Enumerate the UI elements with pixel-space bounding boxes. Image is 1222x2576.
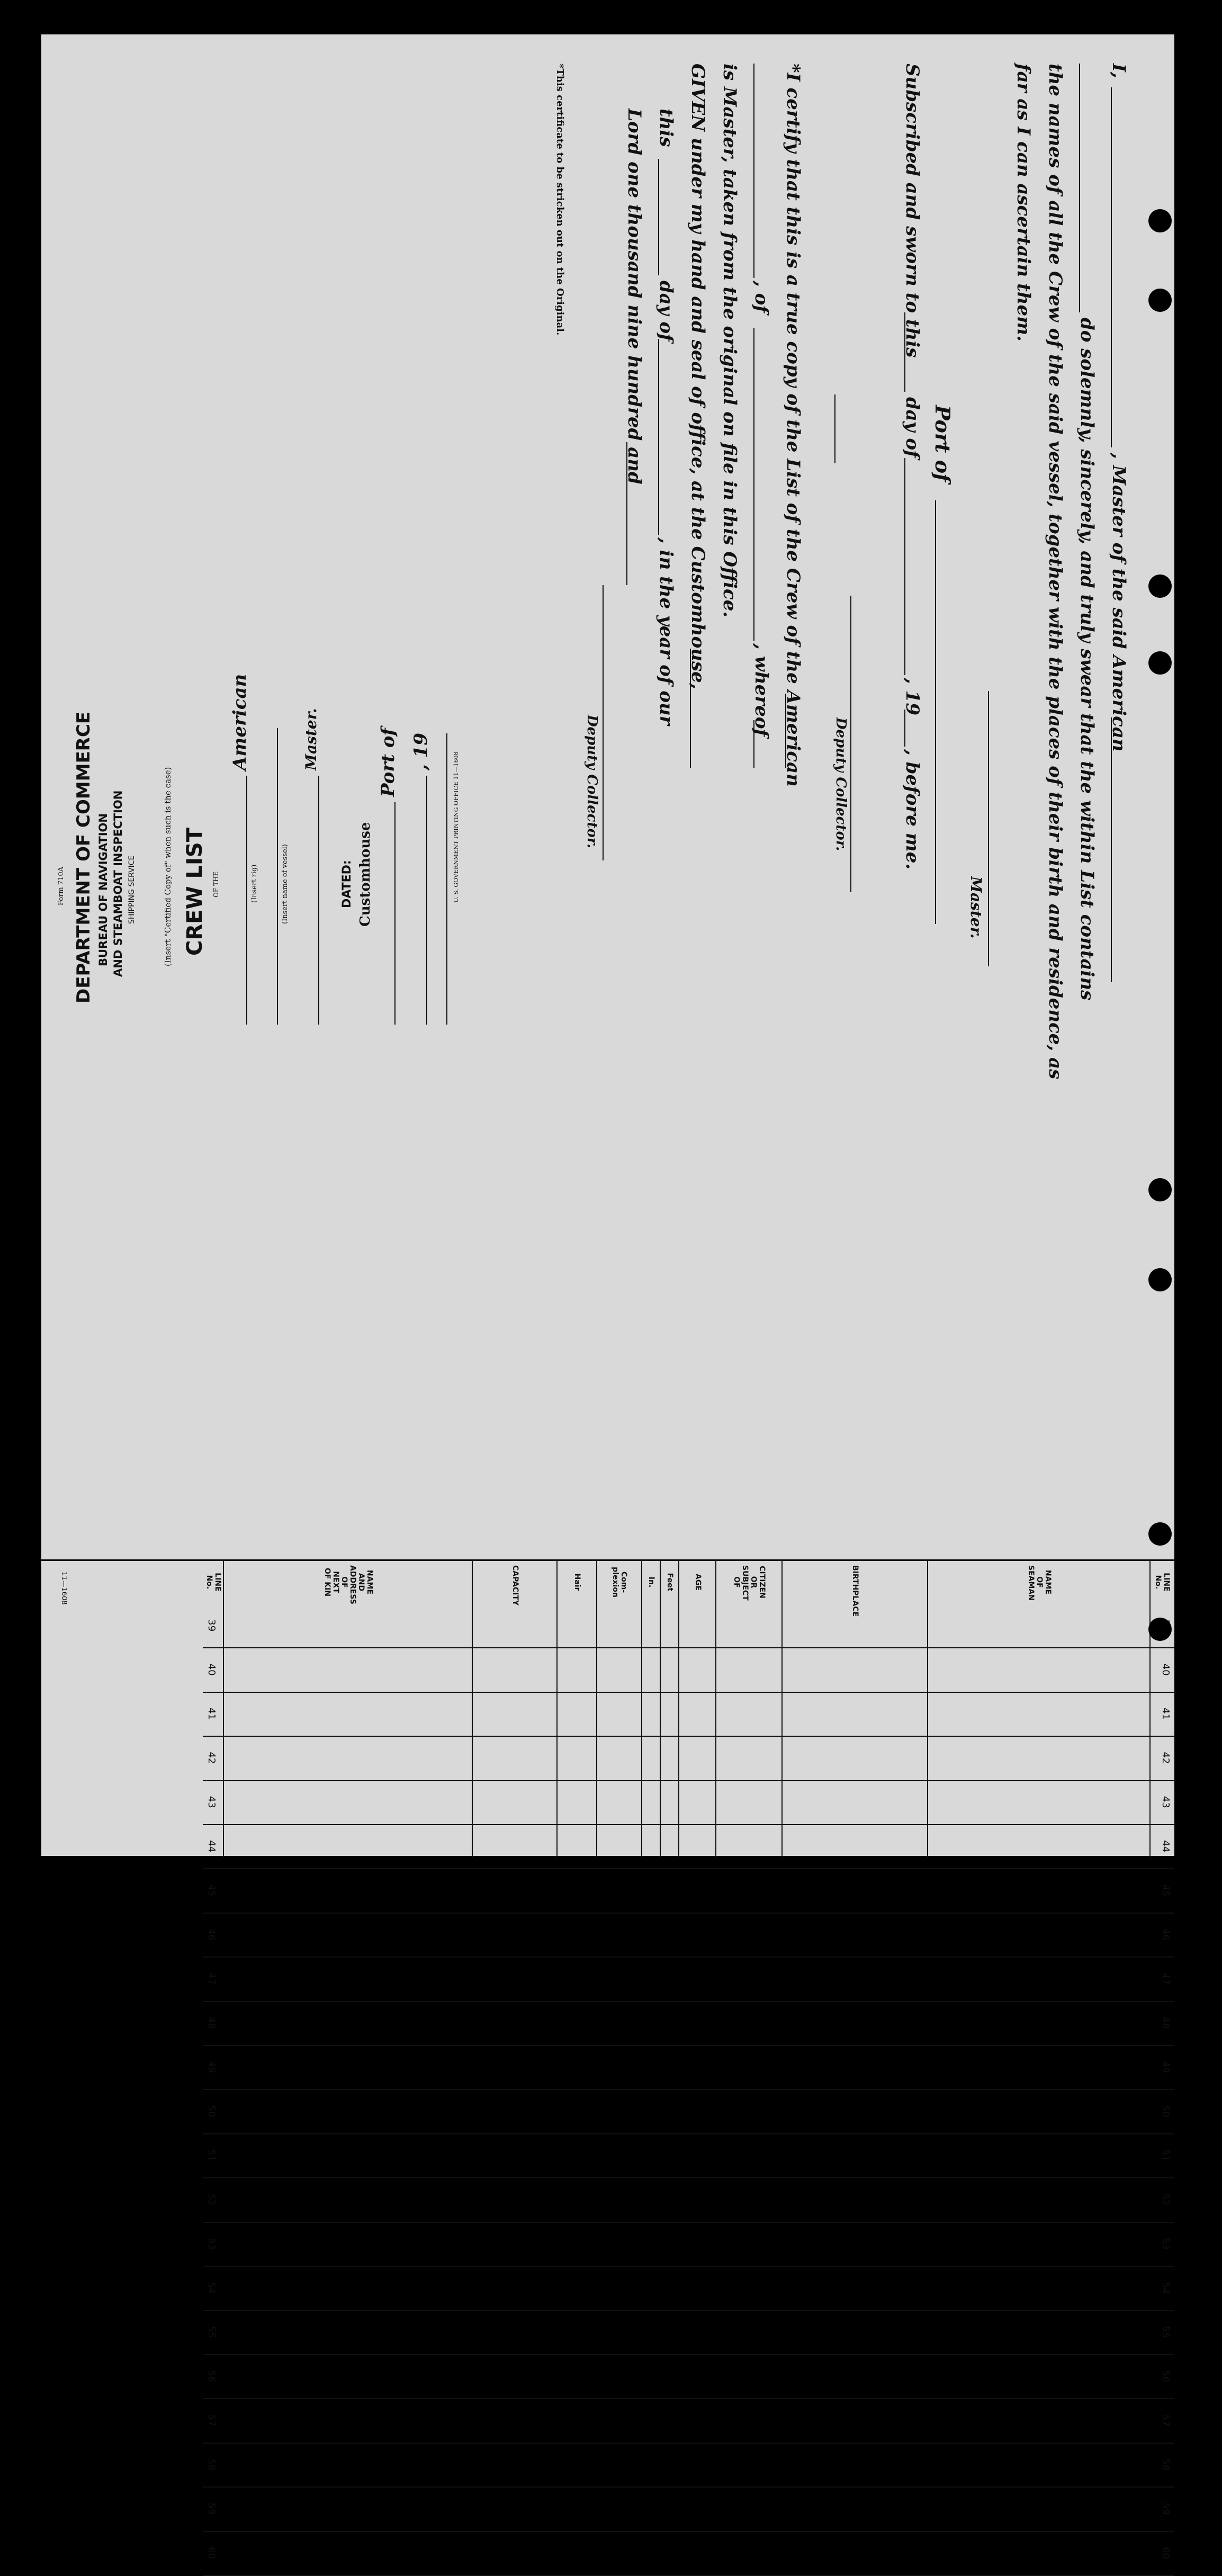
oath-line3: the names of all the Crew of the said vessel, together with the places of their birth and residence, as <box>1045 64 1066 1080</box>
table-row[interactable] <box>203 1868 1174 1913</box>
row-line-number: 52 <box>1160 2193 1171 2206</box>
certify-vessel-line2[interactable] <box>753 64 754 278</box>
row-line-number-right: 57 <box>206 2414 217 2427</box>
row-line-number: 56 <box>1160 2370 1171 2383</box>
cover-port-label: Port of <box>378 728 399 797</box>
binder-hole <box>1148 1268 1172 1291</box>
given-line: GIVEN under my hand and seal of office, at the Customhouse, <box>687 64 708 689</box>
row-line-number: 58 <box>1160 2458 1171 2471</box>
certify-whereof: , whereof <box>751 643 772 737</box>
row-line-number-right: 39 <box>206 1619 217 1632</box>
crew-rows <box>203 1603 1174 2559</box>
cover-bottom-rule <box>446 733 447 1025</box>
printer-note: U. S. GOVERNMENT PRINTING OFFICE 11—1608 <box>453 751 460 903</box>
row-line-number-right: 48 <box>206 2016 217 2029</box>
header-complexion: Com-plexion <box>611 1567 628 1597</box>
table-row[interactable] <box>203 2133 1174 2178</box>
row-line-number: 51 <box>1160 2149 1171 2162</box>
master-label: Master. <box>967 876 985 939</box>
header-name-of-seaman: NAME OF SEAMAN <box>1027 1565 1052 1601</box>
binder-hole <box>1148 575 1172 598</box>
deputy-collector-label2: Deputy Collector. <box>584 715 600 849</box>
row-line-number-right: 49 <box>206 2061 217 2074</box>
header-age: AGE <box>694 1574 702 1591</box>
table-row[interactable] <box>203 1647 1174 1692</box>
form-number: Form 710A <box>57 866 65 905</box>
binder-hole <box>1148 1522 1172 1546</box>
table-row[interactable] <box>203 2398 1174 2443</box>
column-divider <box>1149 1603 1151 1857</box>
table-row[interactable] <box>203 2045 1174 2090</box>
cover-date-line[interactable] <box>426 776 427 1025</box>
given-year-line[interactable] <box>626 442 627 585</box>
row-line-number: 57 <box>1160 2414 1171 2427</box>
this-text: this <box>655 109 677 147</box>
row-line-number-right: 44 <box>206 1840 217 1853</box>
column-divider <box>641 1603 642 1857</box>
table-row[interactable] <box>203 1956 1174 2001</box>
header-citizen: CITIZEN OR SUBJECT OF <box>732 1565 767 1601</box>
row-line-number: 60 <box>1160 2546 1171 2559</box>
row-line-number-right: 56 <box>206 2370 217 2383</box>
in-year-text: , in the year of our <box>655 537 677 725</box>
row-line-number: 42 <box>1160 1752 1171 1764</box>
column-divider <box>556 1603 558 1857</box>
crew-list-sheet <box>41 34 1174 2559</box>
oath-line2: do solemnly, sincerely, and truly swear that the within List contains <box>1076 318 1098 1001</box>
crew-list-title: CREW LIST <box>183 828 207 956</box>
binder-hole <box>1148 1618 1172 1641</box>
master-signature-line[interactable] <box>988 691 989 966</box>
cover-master-label: Master. <box>302 708 320 770</box>
row-line-number: 47 <box>1160 1972 1171 1985</box>
certify-port-line[interactable] <box>753 328 754 641</box>
table-form-code: 11—1608 <box>60 1572 68 1605</box>
row-line-number-right: 52 <box>206 2193 217 2206</box>
vessel-line[interactable] <box>277 728 278 1025</box>
table-row[interactable] <box>203 1736 1174 1781</box>
table-row[interactable] <box>203 2354 1174 2399</box>
header-next-of-kin: NAME AND ADDRESS OF NEXT OF KIN <box>323 1565 374 1604</box>
row-line-number-right: 60 <box>206 2546 217 2559</box>
given-customhouse-line[interactable] <box>690 649 691 768</box>
row-line-number-right: 59 <box>206 2502 217 2515</box>
column-divider <box>660 1603 661 1857</box>
of-the-text: OF THE <box>212 871 220 897</box>
row-line-number-right: 54 <box>206 2282 217 2294</box>
port-line[interactable] <box>935 500 936 924</box>
header-birthplace: BIRTHPLACE <box>851 1565 860 1617</box>
table-row[interactable] <box>203 2531 1174 2576</box>
binder-hole <box>1148 289 1172 312</box>
cover-master-line[interactable] <box>318 776 319 1025</box>
table-row[interactable] <box>203 2089 1174 2134</box>
crew-table <box>41 1559 1174 2559</box>
insert-rig-note: (Insert rig) <box>250 864 258 903</box>
row-line-number: 48 <box>1160 2016 1171 2029</box>
certify-master-line[interactable] <box>753 720 754 768</box>
row-line-number-right: 58 <box>206 2458 217 2471</box>
column-divider <box>596 1603 597 1857</box>
seal-line[interactable] <box>834 394 835 463</box>
year-19-text: , 19 <box>902 678 923 715</box>
table-row[interactable] <box>203 1824 1174 1869</box>
header-line-no-right: LINE No. <box>205 1573 222 1592</box>
row-line-number-right: 43 <box>206 1796 217 1808</box>
subscribed-day-line[interactable] <box>904 312 905 392</box>
table-row[interactable] <box>203 2266 1174 2311</box>
row-line-number-right: 47 <box>206 1972 217 1985</box>
subscribed-text: Subscribed and sworn to this <box>902 64 923 358</box>
row-line-number-right: 51 <box>206 2149 217 2162</box>
column-divider <box>678 1603 679 1857</box>
header-feet: Feet <box>666 1573 675 1592</box>
row-line-number-right: 46 <box>206 1928 217 1941</box>
oath-master-of: , Master of the said American <box>1108 453 1129 752</box>
lord-line: Lord one thousand nine hundred and <box>624 109 645 484</box>
header-inches: In. <box>647 1576 656 1588</box>
table-row[interactable] <box>203 1780 1174 1825</box>
table-row[interactable] <box>203 2443 1174 2488</box>
certify-of: , of <box>751 281 772 313</box>
row-line-number: 41 <box>1160 1708 1171 1720</box>
row-line-number-right: 45 <box>206 1884 217 1897</box>
bureau-line1: BUREAU OF NAVIGATION <box>97 813 110 966</box>
column-divider <box>927 1603 928 1857</box>
row-line-number: 54 <box>1160 2282 1171 2294</box>
vessel-name-line[interactable] <box>1111 717 1112 982</box>
row-line-number: 43 <box>1160 1796 1171 1808</box>
row-line-number: 40 <box>1160 1663 1171 1676</box>
department-title: DEPARTMENT OF COMMERCE <box>73 711 94 1003</box>
certify-line1: *I certify that this is a true copy of the List of the Crew of the American <box>783 64 804 787</box>
before-me-text: , before me. <box>902 749 923 870</box>
table-row[interactable] <box>203 2222 1174 2267</box>
row-line-number-right: 41 <box>206 1708 217 1720</box>
oath-blank-line[interactable] <box>1079 64 1080 312</box>
certify-vessel-line[interactable] <box>785 694 786 768</box>
row-line-number-right: 40 <box>206 1663 217 1676</box>
dated-label: DATED: <box>340 860 354 908</box>
deputy-signature-line2[interactable] <box>603 585 604 860</box>
column-divider <box>715 1603 716 1857</box>
row-line-number: 46 <box>1160 1928 1171 1941</box>
row-line-number: 55 <box>1160 2326 1171 2338</box>
column-divider <box>781 1603 783 1857</box>
header-hair: Hair <box>573 1573 582 1591</box>
table-row[interactable] <box>203 2310 1174 2355</box>
oath-i: I, <box>1108 64 1129 78</box>
header-line-no: LINE No. <box>1154 1573 1171 1592</box>
row-line-number-right: 55 <box>206 2326 217 2338</box>
row-line-number: 45 <box>1160 1884 1171 1897</box>
given-day-line[interactable] <box>658 159 659 275</box>
day-of2-text: day of <box>655 281 677 342</box>
cover-panel <box>44 34 515 1559</box>
subscribed-month-line[interactable] <box>904 458 905 675</box>
given-month-line[interactable] <box>658 339 659 535</box>
column-divider <box>223 1603 224 1857</box>
certify-line2: is Master, taken from the original on file in this Office. <box>719 64 740 618</box>
table-row[interactable] <box>203 2001 1174 2046</box>
row-line-number-right: 50 <box>206 2105 217 2117</box>
american-text: American <box>229 674 250 770</box>
row-line-number-right: 53 <box>206 2237 217 2250</box>
insert-vessel-note: (Insert name of vessel) <box>281 844 289 924</box>
column-divider <box>472 1603 473 1857</box>
row-line-number: 49 <box>1160 2061 1171 2074</box>
table-row[interactable] <box>203 2487 1174 2532</box>
binder-hole <box>1148 1178 1172 1201</box>
row-line-number: 53 <box>1160 2237 1171 2250</box>
table-row[interactable] <box>203 1913 1174 1958</box>
header-capacity: CAPACITY <box>511 1565 519 1606</box>
row-line-number: 50 <box>1160 2105 1171 2117</box>
certified-note: (Insert "Certified Copy of" when such is the case) <box>163 767 173 966</box>
table-row[interactable] <box>203 1692 1174 1737</box>
cover-port-line[interactable] <box>394 802 396 1025</box>
day-of-text: day of <box>902 397 923 458</box>
table-row[interactable] <box>203 1603 1174 1648</box>
customhouse-label: Customhouse <box>357 822 373 927</box>
binder-hole <box>1148 209 1172 232</box>
row-line-number: 59 <box>1160 2502 1171 2515</box>
footnote: *This certificate to be stricken out on the Original. <box>554 64 565 336</box>
row-line-number: 44 <box>1160 1840 1171 1853</box>
oath-line4: far as I can ascertain them. <box>1013 64 1034 342</box>
deputy-signature-line[interactable] <box>850 596 851 892</box>
rig-line[interactable] <box>246 776 247 1025</box>
subscribed-year-line[interactable] <box>904 710 905 747</box>
binder-hole <box>1148 651 1172 675</box>
port-of-label: Port of <box>931 405 955 482</box>
row-line-number-right: 42 <box>206 1752 217 1764</box>
deputy-collector-label: Deputy Collector. <box>833 717 849 851</box>
bureau-line2: AND STEAMBOAT INSPECTION <box>112 790 124 977</box>
cover-year-text: , 19 <box>410 733 432 770</box>
table-row[interactable] <box>203 2177 1174 2222</box>
master-name-line[interactable] <box>1111 87 1112 447</box>
service-line: SHIPPING SERVICE <box>128 855 136 924</box>
